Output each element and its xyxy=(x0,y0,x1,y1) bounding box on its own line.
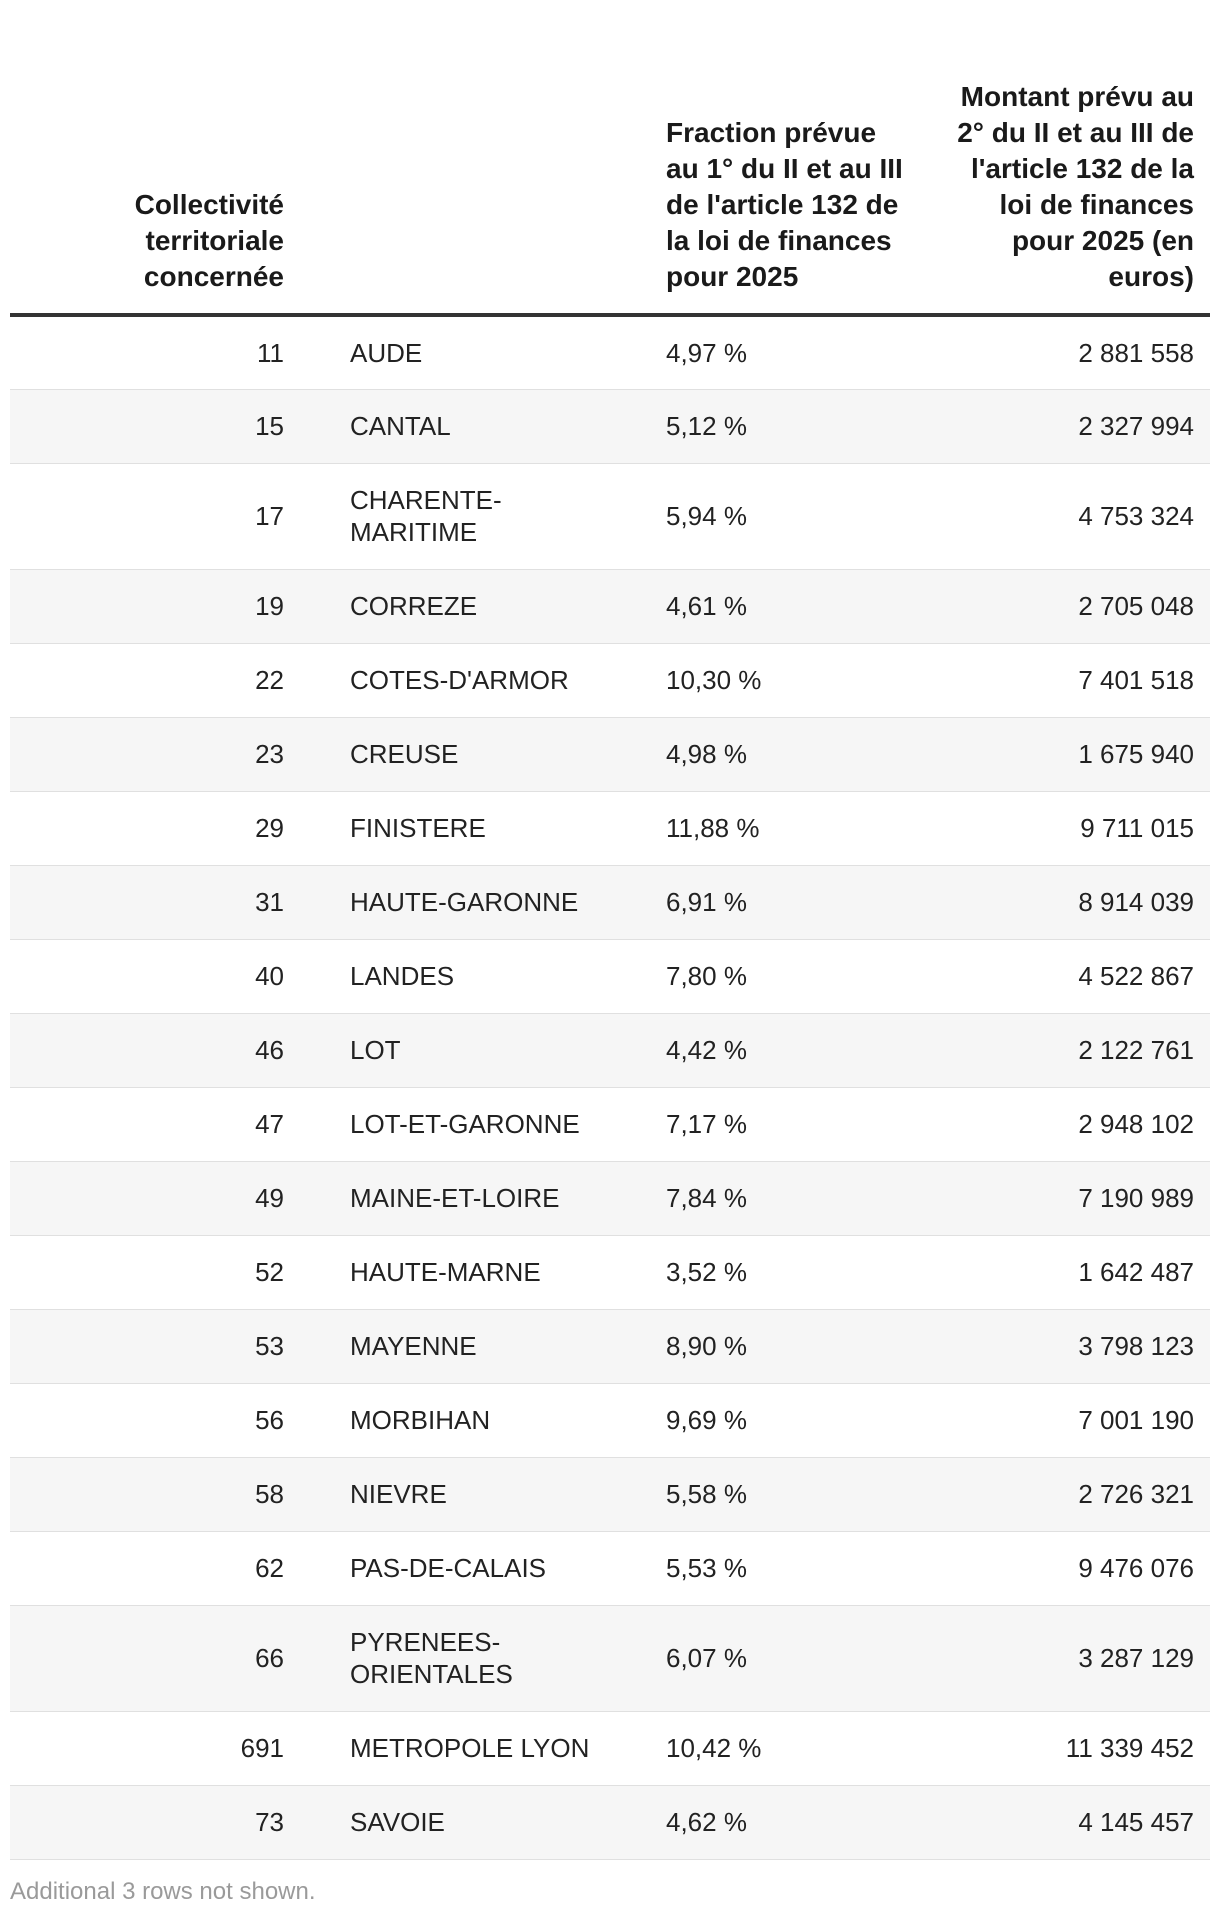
cell-code: 23 xyxy=(10,717,300,791)
cell-code: 73 xyxy=(10,1785,300,1859)
cell-amount: 1 675 940 xyxy=(920,717,1210,791)
table-row xyxy=(10,1013,1210,1087)
cell-name: METROPOLE LYON xyxy=(300,1711,640,1785)
table-row xyxy=(10,865,1210,939)
table-row xyxy=(10,1235,1210,1309)
cell-name: HAUTE-MARNE xyxy=(300,1235,640,1309)
table-row xyxy=(10,463,1210,569)
cell-amount: 2 122 761 xyxy=(920,1013,1210,1087)
cell-fraction: 4,62 % xyxy=(640,1785,920,1859)
cell-code: 49 xyxy=(10,1161,300,1235)
cell-fraction: 10,30 % xyxy=(640,643,920,717)
table-row xyxy=(10,643,1210,717)
table-row xyxy=(10,1087,1210,1161)
cell-name: CANTAL xyxy=(300,389,640,463)
cell-name: PAS-DE-CALAIS xyxy=(300,1531,640,1605)
cell-amount: 8 914 039 xyxy=(920,865,1210,939)
cell-amount: 4 753 324 xyxy=(920,463,1210,569)
cell-fraction: 6,07 % xyxy=(640,1605,920,1711)
cell-fraction: 7,17 % xyxy=(640,1087,920,1161)
table-row xyxy=(10,1711,1210,1785)
cell-name: CREUSE xyxy=(300,717,640,791)
cell-amount: 7 190 989 xyxy=(920,1161,1210,1235)
cell-fraction: 7,80 % xyxy=(640,939,920,1013)
cell-amount: 2 948 102 xyxy=(920,1087,1210,1161)
header-fraction: Fraction prévue au 1° du II et au III de l'article 132 de la loi de finances pour 2025 xyxy=(640,0,920,315)
cell-amount: 7 401 518 xyxy=(920,643,1210,717)
cell-name: HAUTE-GARONNE xyxy=(300,865,640,939)
cell-name: LOT xyxy=(300,1013,640,1087)
cell-code: 11 xyxy=(10,315,300,389)
cell-fraction: 4,42 % xyxy=(640,1013,920,1087)
cell-name: SAVOIE xyxy=(300,1785,640,1859)
cell-amount: 1 642 487 xyxy=(920,1235,1210,1309)
cell-fraction: 5,53 % xyxy=(640,1531,920,1605)
cell-fraction: 8,90 % xyxy=(640,1309,920,1383)
cell-fraction: 4,98 % xyxy=(640,717,920,791)
cell-fraction: 5,58 % xyxy=(640,1457,920,1531)
cell-code: 22 xyxy=(10,643,300,717)
table-row xyxy=(10,1605,1210,1711)
header-montant: Montant prévu au 2° du II et au III de l'article 132 de la loi de finances pour 2025 (en euros) xyxy=(920,0,1210,315)
cell-code: 691 xyxy=(10,1711,300,1785)
cell-code: 19 xyxy=(10,569,300,643)
cell-code: 15 xyxy=(10,389,300,463)
cell-fraction: 4,61 % xyxy=(640,569,920,643)
table-header xyxy=(10,0,1210,315)
cell-amount: 2 881 558 xyxy=(920,315,1210,389)
cell-fraction: 10,42 % xyxy=(640,1711,920,1785)
data-table xyxy=(10,0,1210,1860)
cell-amount: 2 726 321 xyxy=(920,1457,1210,1531)
cell-code: 52 xyxy=(10,1235,300,1309)
cell-code: 46 xyxy=(10,1013,300,1087)
table-row xyxy=(10,1161,1210,1235)
cell-name: PYRENEES-ORIENTALES xyxy=(300,1605,640,1711)
cell-name: MAYENNE xyxy=(300,1309,640,1383)
table-row xyxy=(10,569,1210,643)
cell-amount: 9 476 076 xyxy=(920,1531,1210,1605)
cell-amount: 3 798 123 xyxy=(920,1309,1210,1383)
cell-name: AUDE xyxy=(300,315,640,389)
table-row xyxy=(10,791,1210,865)
cell-fraction: 7,84 % xyxy=(640,1161,920,1235)
cell-code: 29 xyxy=(10,791,300,865)
cell-fraction: 9,69 % xyxy=(640,1383,920,1457)
table-row xyxy=(10,1785,1210,1859)
table-row xyxy=(10,315,1210,389)
table-row xyxy=(10,717,1210,791)
cell-code: 58 xyxy=(10,1457,300,1531)
cell-amount: 4 522 867 xyxy=(920,939,1210,1013)
cell-fraction: 4,97 % xyxy=(640,315,920,389)
cell-name: COTES-D'ARMOR xyxy=(300,643,640,717)
cell-code: 40 xyxy=(10,939,300,1013)
cell-amount: 2 705 048 xyxy=(920,569,1210,643)
cell-fraction: 11,88 % xyxy=(640,791,920,865)
table-row xyxy=(10,389,1210,463)
table-row xyxy=(10,939,1210,1013)
table-row xyxy=(10,1383,1210,1457)
cell-code: 66 xyxy=(10,1605,300,1711)
cell-name: CHARENTE-MARITIME xyxy=(300,463,640,569)
cell-code: 56 xyxy=(10,1383,300,1457)
header-collectivite: Collectivité territoriale concernée xyxy=(10,0,300,315)
header-name xyxy=(300,0,640,315)
cell-fraction: 3,52 % xyxy=(640,1235,920,1309)
cell-fraction: 6,91 % xyxy=(640,865,920,939)
cell-code: 62 xyxy=(10,1531,300,1605)
cell-name: LANDES xyxy=(300,939,640,1013)
table-row xyxy=(10,1457,1210,1531)
cell-fraction: 5,12 % xyxy=(640,389,920,463)
cell-amount: 4 145 457 xyxy=(920,1785,1210,1859)
footnote: Additional 3 rows not shown. xyxy=(10,1878,316,1905)
table-row xyxy=(10,1531,1210,1605)
cell-amount: 2 327 994 xyxy=(920,389,1210,463)
cell-name: NIEVRE xyxy=(300,1457,640,1531)
table-body xyxy=(10,315,1210,1859)
cell-code: 53 xyxy=(10,1309,300,1383)
cell-name: MORBIHAN xyxy=(300,1383,640,1457)
cell-amount: 9 711 015 xyxy=(920,791,1210,865)
cell-code: 31 xyxy=(10,865,300,939)
cell-amount: 11 339 452 xyxy=(920,1711,1210,1785)
cell-amount: 3 287 129 xyxy=(920,1605,1210,1711)
cell-name: CORREZE xyxy=(300,569,640,643)
cell-code: 17 xyxy=(10,463,300,569)
cell-code: 47 xyxy=(10,1087,300,1161)
cell-name: FINISTERE xyxy=(300,791,640,865)
cell-fraction: 5,94 % xyxy=(640,463,920,569)
cell-amount: 7 001 190 xyxy=(920,1383,1210,1457)
cell-name: MAINE-ET-LOIRE xyxy=(300,1161,640,1235)
cell-name: LOT-ET-GARONNE xyxy=(300,1087,640,1161)
data-table-container xyxy=(10,0,1210,1860)
header-row xyxy=(10,0,1210,315)
table-row xyxy=(10,1309,1210,1383)
